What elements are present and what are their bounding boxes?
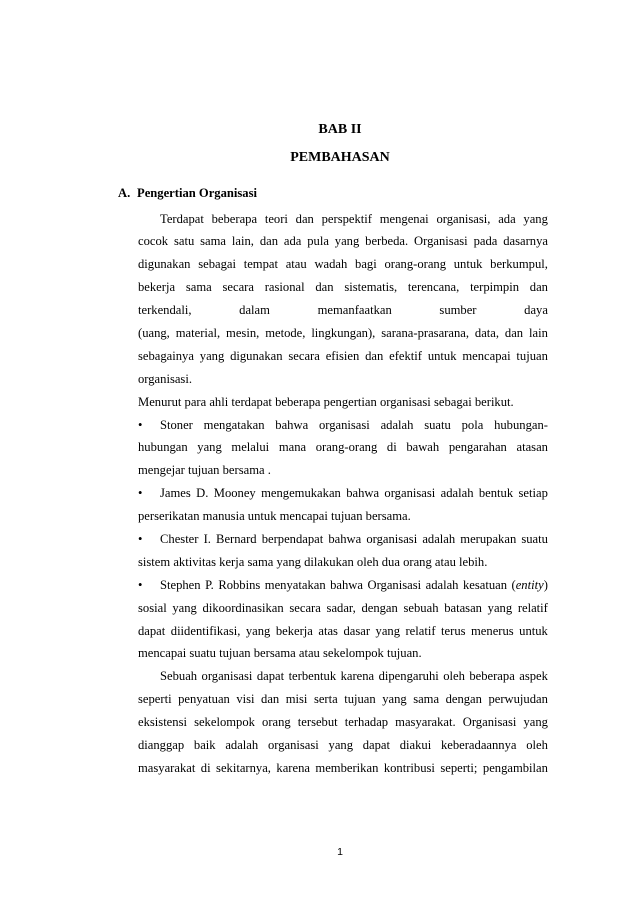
- open-parenthesis: (: [511, 577, 516, 592]
- word: dapat: [362, 737, 391, 752]
- word: lain,: [231, 234, 254, 249]
- word: adalah: [422, 531, 456, 546]
- paragraph-line: [138, 688, 548, 711]
- word: yang: [487, 600, 513, 615]
- word: bahwa: [275, 417, 309, 432]
- word: yang: [382, 692, 407, 707]
- word: organisasi: [384, 486, 436, 501]
- paragraph-line: [138, 345, 548, 368]
- word: diakui: [399, 737, 432, 752]
- word: adalah: [440, 486, 474, 501]
- word: beberapa: [211, 211, 258, 226]
- word: kontribusi: [383, 760, 435, 775]
- word: memberikan: [315, 760, 379, 775]
- word: dasar: [343, 623, 371, 638]
- word: material,: [175, 325, 221, 340]
- word: digunakan: [230, 348, 283, 363]
- list-bullet: •: [138, 531, 143, 546]
- word: sebagai: [198, 257, 236, 272]
- word: sistematis,: [344, 280, 398, 295]
- word: mengatakan: [203, 417, 265, 432]
- word: ada: [498, 211, 516, 226]
- word: dapat: [256, 669, 285, 684]
- word: organisasi: [366, 531, 418, 546]
- word: Organisasi: [367, 577, 422, 592]
- word: organisasi: [267, 737, 319, 752]
- word: baik: [193, 737, 216, 752]
- word: yang: [523, 715, 548, 730]
- word: daya: [524, 303, 548, 318]
- definition-line: [138, 597, 548, 620]
- word: setiap: [518, 486, 548, 501]
- word: memanfaatkan: [317, 303, 392, 318]
- word: suatu: [424, 417, 451, 432]
- word: oleh: [526, 737, 548, 752]
- word: seperti;: [440, 760, 478, 775]
- word: yang: [197, 440, 222, 455]
- word: misi: [285, 692, 308, 707]
- definition-first-line: [138, 414, 548, 437]
- definition-item-mooney: [138, 482, 548, 528]
- word: yang: [245, 623, 271, 638]
- word: dalam: [239, 303, 270, 318]
- section-number: A.: [118, 186, 131, 200]
- word: adalah: [380, 417, 414, 432]
- word: orang-orang: [384, 257, 447, 272]
- word: digunakan: [138, 257, 191, 272]
- word: terbentuk: [288, 669, 337, 684]
- word: metode,: [265, 325, 306, 340]
- word: pengarahan: [448, 440, 507, 455]
- paragraph-line: [138, 230, 548, 253]
- word: adalah: [425, 577, 459, 592]
- word: suatu: [521, 531, 548, 546]
- word: yang: [334, 234, 360, 249]
- word: terencana,: [407, 280, 460, 295]
- word: dan: [295, 211, 314, 226]
- definition-line: mengejar tujuan bersama .: [138, 463, 271, 478]
- word: oleh: [443, 669, 465, 684]
- word: dan: [365, 348, 384, 363]
- word: untuk: [453, 257, 483, 272]
- word: cocok: [138, 234, 169, 249]
- definition-first-line: [138, 528, 548, 551]
- word: serta: [313, 692, 338, 707]
- word: relatif: [517, 600, 548, 615]
- definition-item-bernard: [138, 528, 548, 574]
- definition-item-stoner: [138, 414, 548, 483]
- word: beberapa: [469, 669, 515, 684]
- word: menerus: [471, 623, 514, 638]
- word: mengenai: [379, 211, 429, 226]
- word: batasan: [444, 600, 482, 615]
- chapter-title: PEMBAHASAN: [290, 150, 390, 165]
- word: pula: [307, 234, 329, 249]
- paragraph-line: [138, 253, 548, 276]
- chapter-label: BAB II: [318, 122, 362, 137]
- word: Sebuah: [160, 669, 198, 684]
- word: Stephen: [160, 577, 201, 592]
- word: tujuan: [344, 692, 376, 707]
- close-parenthesis: ): [543, 577, 548, 592]
- section-title: Pengertian Organisasi: [137, 186, 257, 200]
- word: seperti: [138, 692, 172, 707]
- word: eksistensi: [138, 715, 187, 730]
- paragraph-line: [138, 757, 548, 780]
- document-body: [138, 208, 548, 780]
- word: dan: [529, 280, 548, 295]
- word: dan: [504, 325, 524, 340]
- word: Terdapat: [160, 211, 204, 226]
- word: sumber: [439, 303, 477, 318]
- word: mana: [278, 440, 307, 455]
- word: menyatakan: [264, 577, 326, 592]
- definition-line: perserikatan manusia untuk mencapai tujuan bersama.: [138, 509, 411, 524]
- word: Robbins: [218, 577, 261, 592]
- word: atau: [285, 257, 307, 272]
- word: terpimpin: [470, 280, 520, 295]
- definition-line: [160, 528, 548, 551]
- word: dianggap: [138, 737, 185, 752]
- word: terus: [441, 623, 466, 638]
- word: untuk: [519, 623, 548, 638]
- word: P.: [205, 577, 214, 592]
- word: sama: [413, 692, 440, 707]
- word: Organisasi: [414, 234, 468, 249]
- list-bullet: •: [138, 577, 143, 592]
- word: teori: [264, 211, 288, 226]
- word: sadar,: [326, 600, 356, 615]
- word: adalah: [225, 737, 259, 752]
- paragraph-organization-overview: [138, 208, 548, 391]
- word: bahwa: [328, 531, 362, 546]
- page-number: 1: [337, 846, 343, 858]
- word: lain: [529, 325, 548, 340]
- word: dengan: [445, 692, 482, 707]
- word: berkumpul,: [490, 257, 548, 272]
- word: terkendali,: [138, 303, 192, 318]
- intro-line: Menurut para ahli terdapat beberapa pengertian organisasi sebagai berikut.: [138, 394, 514, 409]
- definition-item-robbins: [138, 574, 548, 666]
- word: atas: [318, 623, 338, 638]
- definition-line: [160, 574, 548, 597]
- word: yang: [375, 623, 400, 638]
- word: sama: [185, 280, 212, 295]
- word: tempat: [243, 257, 278, 272]
- word: terhadap: [344, 715, 389, 730]
- word: wadah: [314, 257, 348, 272]
- definition-line: sistem aktivitas kerja sama yang dilakukan oleh dua orang atau lebih.: [138, 554, 488, 569]
- word: bawah: [406, 440, 440, 455]
- word: orang-orang: [315, 440, 378, 455]
- word: relatif: [405, 623, 436, 638]
- word: bekerja: [138, 280, 176, 295]
- word: bekerja: [275, 623, 313, 638]
- word: di: [200, 760, 211, 775]
- word: sebuah: [403, 600, 439, 615]
- definition-line: mencapai suatu tujuan bersama atau sekelompok tujuan.: [138, 646, 422, 661]
- definition-first-line: [138, 482, 548, 505]
- word: bagi: [355, 257, 377, 272]
- word: I.: [203, 531, 211, 546]
- word: dikoordinasikan: [202, 600, 284, 615]
- word: hubungan: [138, 440, 188, 455]
- word: hubungan-: [494, 417, 548, 432]
- word: bahwa: [330, 577, 363, 592]
- definition-line: [138, 436, 548, 459]
- paragraph-line: [138, 711, 548, 734]
- word: masyarakat.: [395, 715, 456, 730]
- word: efisien: [325, 348, 360, 363]
- word: sebagainya: [138, 348, 194, 363]
- word: organisasi: [201, 669, 253, 684]
- word: karena: [276, 760, 310, 775]
- paragraph-line: [160, 665, 548, 688]
- word: Bernard: [216, 531, 257, 546]
- word: ada: [283, 234, 302, 249]
- definition-line: [138, 620, 548, 643]
- word: merupakan: [460, 531, 517, 546]
- word: Mooney: [213, 486, 256, 501]
- word: tersebut: [297, 715, 338, 730]
- word: dan: [259, 234, 278, 249]
- paragraph-line: [138, 276, 548, 299]
- word: yang: [523, 211, 548, 226]
- section-heading: [118, 184, 338, 202]
- word: organisasi: [318, 417, 370, 432]
- word: aspek: [519, 669, 548, 684]
- word: sekelompok: [194, 715, 255, 730]
- word: Organisasi: [462, 715, 517, 730]
- entity-term: [512, 574, 548, 597]
- paragraph-line: organisasi.: [138, 371, 192, 386]
- word: mesin,: [226, 325, 260, 340]
- word: diidentifikasi,: [170, 623, 241, 638]
- word: kesatuan: [462, 577, 508, 592]
- word: lingkungan),: [311, 325, 376, 340]
- word: penyatuan: [178, 692, 230, 707]
- word: pola: [461, 417, 484, 432]
- word: melalui: [231, 440, 270, 455]
- word: data,: [474, 325, 500, 340]
- word: sama: [200, 234, 227, 249]
- word: dan: [261, 692, 280, 707]
- word: perspektif: [321, 211, 372, 226]
- word: tujuan: [516, 348, 548, 363]
- definition-line: [160, 414, 548, 437]
- paragraph-line: [138, 322, 548, 345]
- paragraph-line: [138, 299, 548, 322]
- word: keberadaannya: [440, 737, 517, 752]
- word: Stoner: [160, 417, 193, 432]
- word: Chester: [160, 531, 199, 546]
- word: masyarakat: [138, 760, 196, 775]
- definition-list: [138, 414, 548, 666]
- word: yang: [172, 600, 197, 615]
- paragraph-organization-formation: [138, 665, 548, 779]
- word: untuk: [427, 348, 457, 363]
- word: James: [160, 486, 191, 501]
- word: secara: [289, 600, 321, 615]
- word: dengan: [361, 600, 398, 615]
- word: secara: [288, 348, 320, 363]
- word: efektif: [389, 348, 422, 363]
- paragraph-line: [160, 208, 548, 231]
- word: sosial: [138, 600, 167, 615]
- definition-first-line: [138, 574, 548, 597]
- paragraph-line: [138, 734, 548, 757]
- word: dapat: [138, 623, 166, 638]
- word: atasan: [516, 440, 548, 455]
- word: karena: [340, 669, 375, 684]
- word: secara: [222, 280, 254, 295]
- word: bentuk: [478, 486, 514, 501]
- list-bullet: •: [138, 417, 143, 432]
- word: mencapai: [462, 348, 511, 363]
- word: mengemukakan: [261, 486, 341, 501]
- list-bullet: •: [138, 486, 143, 501]
- definition-line: [160, 482, 548, 505]
- word: berbeda.: [365, 234, 409, 249]
- word: di: [386, 440, 397, 455]
- word: orang: [262, 715, 291, 730]
- word: berpendapat: [261, 531, 324, 546]
- word: dan: [315, 280, 334, 295]
- word: organisasi,: [436, 211, 491, 226]
- italic-term: entity: [515, 577, 544, 592]
- word: perwujudan: [488, 692, 548, 707]
- word: rasional: [264, 280, 305, 295]
- word: yang: [328, 737, 353, 752]
- word: visi: [236, 692, 255, 707]
- word: bahwa: [346, 486, 380, 501]
- word: sekitarnya,: [216, 760, 271, 775]
- word: pada: [473, 234, 498, 249]
- word: sarana-prasarana,: [381, 325, 469, 340]
- word: pengambilan: [482, 760, 548, 775]
- word: yang: [199, 348, 225, 363]
- word: (uang,: [138, 325, 170, 340]
- word: dipengaruhi: [378, 669, 439, 684]
- word: satu: [173, 234, 195, 249]
- word: dasarnya: [503, 234, 548, 249]
- word: D.: [196, 486, 209, 501]
